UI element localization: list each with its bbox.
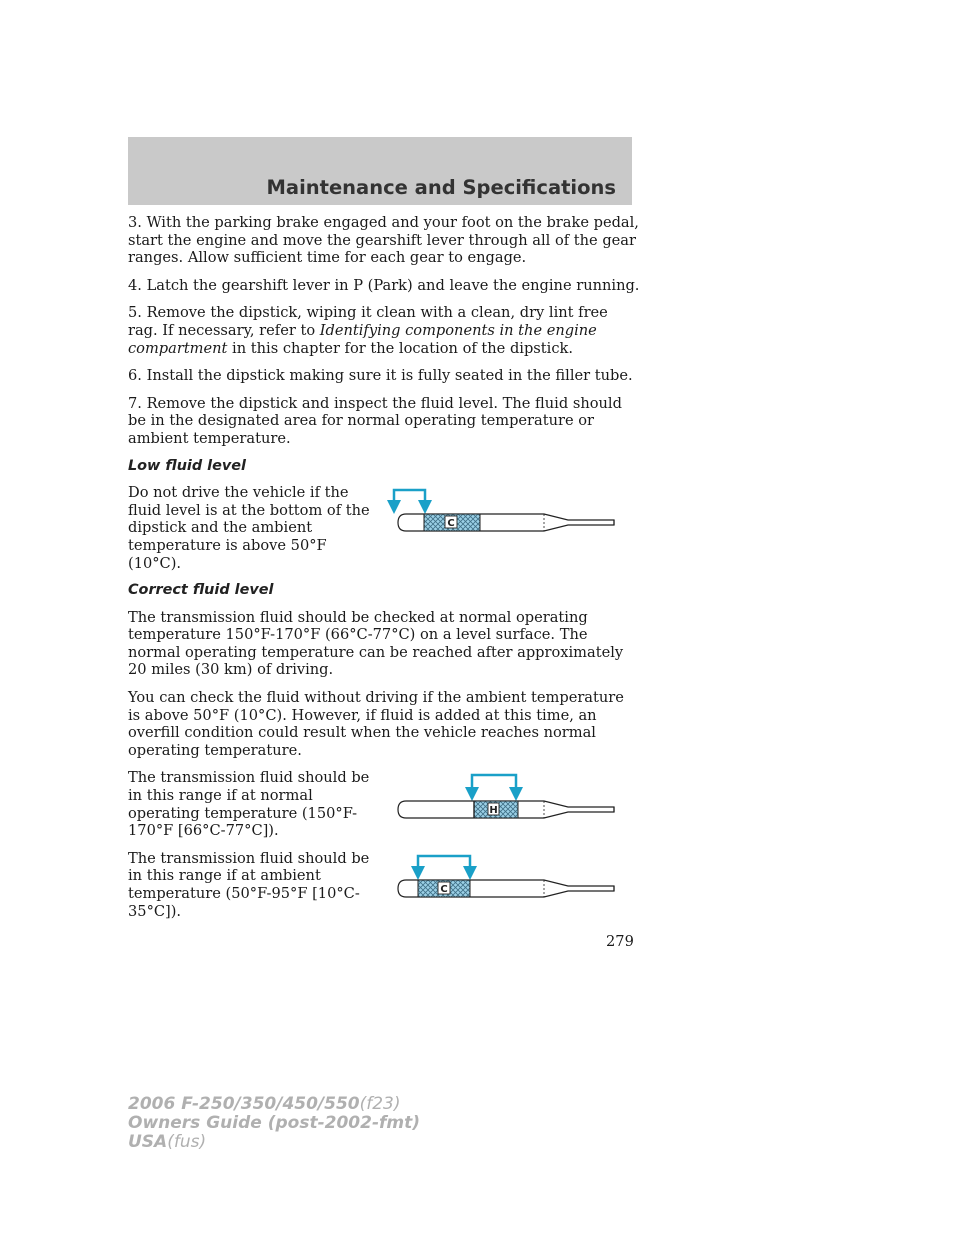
footer-line-1 (128, 1095, 420, 1114)
hot-range-figure (378, 769, 640, 831)
low-fluid-heading: Low fluid level (128, 457, 246, 474)
correct-fluid-heading: Correct fluid level (128, 582, 274, 599)
mark-label-c: C (447, 518, 455, 530)
step-5-reference: Identifying components in the engine compartment (128, 321, 597, 357)
arrow-down-icon (463, 866, 477, 880)
footer (128, 1095, 420, 1152)
dipstick-low-icon (378, 484, 640, 540)
step-3: 3. With the parking brake engaged and your foot on the brake pedal, start the engine and move the gearshift lever through all of the gear ranges. Allow sufficient time for each gear to engage. (128, 214, 639, 267)
correct-fluid-p1: The transmission fluid should be checked at normal operating temperature 150°F-170°F (66°C-77°C) on a level surface. The normal operating temperature can be reached after approximately 20 miles (30 km) of driving. (128, 608, 624, 679)
step-6: 6. Install the dipstick making sure it is fully seated in the filler tube. (128, 367, 633, 385)
arrow-down-icon (418, 500, 432, 514)
ambient-range-text: The transmission fluid should be in this range if at ambient temperature (50°F-95°F [10°C-35°C]). (128, 849, 370, 920)
correct-fluid-p2: You can check the fluid without driving if the ambient temperature is above 50°F (10°C). However, if fluid is added at this time, an overfill condition could result when the vehicle reaches normal operating temperature. (128, 689, 624, 759)
footer-region: USA (128, 1132, 168, 1152)
section-title: Maintenance and Specifications (266, 176, 616, 199)
page-number: 279 (606, 933, 634, 950)
footer-line-3 (128, 1133, 420, 1152)
step-7: 7. Remove the dipstick and inspect the fluid level. The fluid should be in the designated area for normal operating temperature or ambient temperature. (128, 394, 622, 447)
ambient-range-section (128, 850, 640, 930)
ambient-range-figure (378, 850, 640, 906)
arrow-down-icon (509, 787, 523, 801)
arrow-down-icon (411, 866, 425, 880)
hot-range-text: The transmission fluid should be in this range if at normal operating temperature (150°F-170°F [66°C-77°C]). (128, 769, 370, 840)
step-5-after: in this chapter for the location of the dipstick. (227, 339, 573, 357)
footer-line-2: Owners Guide (post-2002-fmt) (128, 1113, 421, 1133)
mark-label-c: C (440, 883, 448, 895)
header-band (128, 137, 632, 205)
footer-model-code: (f23) (359, 1094, 401, 1114)
footer-region-code: (fus) (167, 1132, 207, 1152)
step-5 (128, 304, 640, 357)
low-fluid-text: Do not drive the vehicle if the fluid level is at the bottom of the dipstick and the ambient temperature is above 50°F (10°C). (128, 484, 370, 572)
hot-range-section (128, 769, 640, 849)
footer-model: 2006 F-250/350/450/550 (128, 1094, 360, 1114)
mark-label-h: H (489, 805, 498, 817)
low-fluid-section (128, 484, 640, 582)
dipstick-ambient-icon (378, 850, 640, 906)
arrow-down-icon (465, 787, 479, 801)
low-fluid-figure (378, 484, 640, 540)
body-text (128, 214, 640, 930)
step-5-before: 5. Remove the dipstick, wiping it clean with a clean, dry lint free rag. If necessary, refer to (128, 304, 608, 339)
step-4: 4. Latch the gearshift lever in P (Park) and leave the engine running. (128, 276, 640, 294)
arrow-down-icon (387, 500, 401, 514)
dipstick-hot-icon (378, 769, 640, 831)
